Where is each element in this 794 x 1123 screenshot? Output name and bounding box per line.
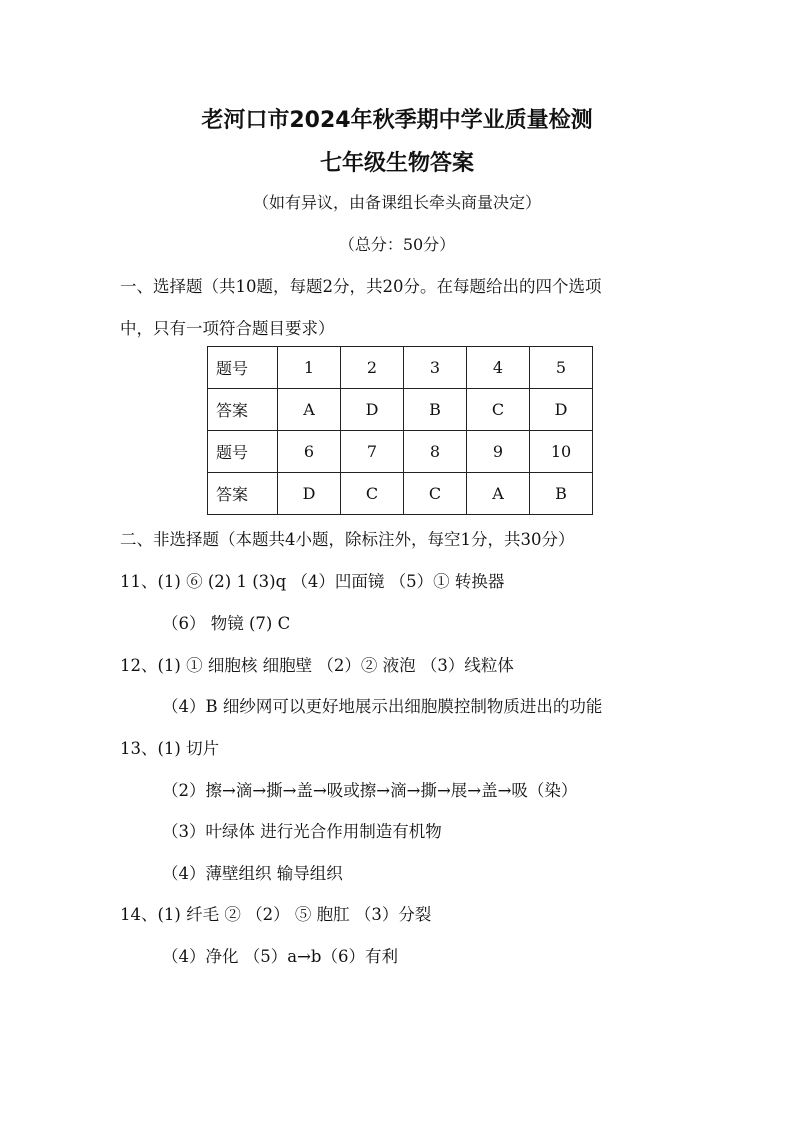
table-row: [208, 389, 593, 431]
answer-line: 13、(1) 切片: [120, 739, 220, 758]
table-cell: B: [530, 473, 593, 515]
answer-line: （3）叶绿体 进行光合作用制造有机物: [162, 822, 442, 841]
answer-line: （4）净化 （5）a→b（6）有利: [162, 947, 398, 966]
table-cell: D: [530, 389, 593, 431]
answer-line: （2）擦→滴→撕→盖→吸或擦→滴→撕→展→盖→吸（染）: [162, 781, 578, 800]
answer-line: 14、(1) 纤毛 ② （2） ⑤ 胞肛 （3）分裂: [120, 905, 432, 924]
table-cell: D: [341, 389, 404, 431]
section1-heading-line2: 中，只有一项符合题目要求）: [120, 319, 335, 338]
answer-line: （4）B 细纱网可以更好地展示出细胞膜控制物质进出的功能: [162, 697, 603, 716]
table-row: [208, 473, 593, 515]
table-cell: 9: [467, 431, 530, 473]
answer-line: （4）薄壁组织 输导组织: [162, 864, 343, 883]
table-cell: C: [404, 473, 467, 515]
answer-table: [207, 346, 593, 515]
row-label: 答案: [208, 473, 278, 515]
table-cell: B: [404, 389, 467, 431]
document-title: 老河口市2024年秋季期中学业质量检测: [201, 108, 593, 133]
table-cell: 5: [530, 347, 593, 389]
table-cell: D: [278, 473, 341, 515]
table-cell: 6: [278, 431, 341, 473]
table-cell: 8: [404, 431, 467, 473]
row-label: 题号: [208, 431, 278, 473]
table-cell: A: [278, 389, 341, 431]
row-label: 题号: [208, 347, 278, 389]
section2-heading: 二、非选择题（本题共4小题，除标注外，每空1分，共30分）: [120, 530, 575, 549]
table-cell: A: [467, 473, 530, 515]
table-cell: 1: [278, 347, 341, 389]
table-cell: C: [467, 389, 530, 431]
answer-line: 11、(1) ⑥ (2) 1 (3)q （4）凹面镜 （5）① 转换器: [120, 572, 505, 591]
table-cell: 4: [467, 347, 530, 389]
table-row: [208, 431, 593, 473]
table-cell: 3: [404, 347, 467, 389]
answer-line: 12、(1) ① 细胞核 细胞壁 （2）② 液泡 （3）线粒体: [120, 656, 514, 675]
total-score: （总分：50分）: [338, 235, 456, 254]
table-cell: 10: [530, 431, 593, 473]
answer-line: （6） 物镜 (7) C: [162, 614, 291, 633]
table-cell: C: [341, 473, 404, 515]
section1-heading-line1: 一、选择题（共10题，每题2分，共20分。在每题给出的四个选项: [120, 277, 602, 296]
table-cell: 7: [341, 431, 404, 473]
document-subtitle: 七年级生物答案: [319, 151, 474, 176]
table-cell: 2: [341, 347, 404, 389]
dispute-note: （如有异议，由备课组长牵头商量决定）: [252, 193, 541, 212]
table-row: [208, 347, 593, 389]
row-label: 答案: [208, 389, 278, 431]
